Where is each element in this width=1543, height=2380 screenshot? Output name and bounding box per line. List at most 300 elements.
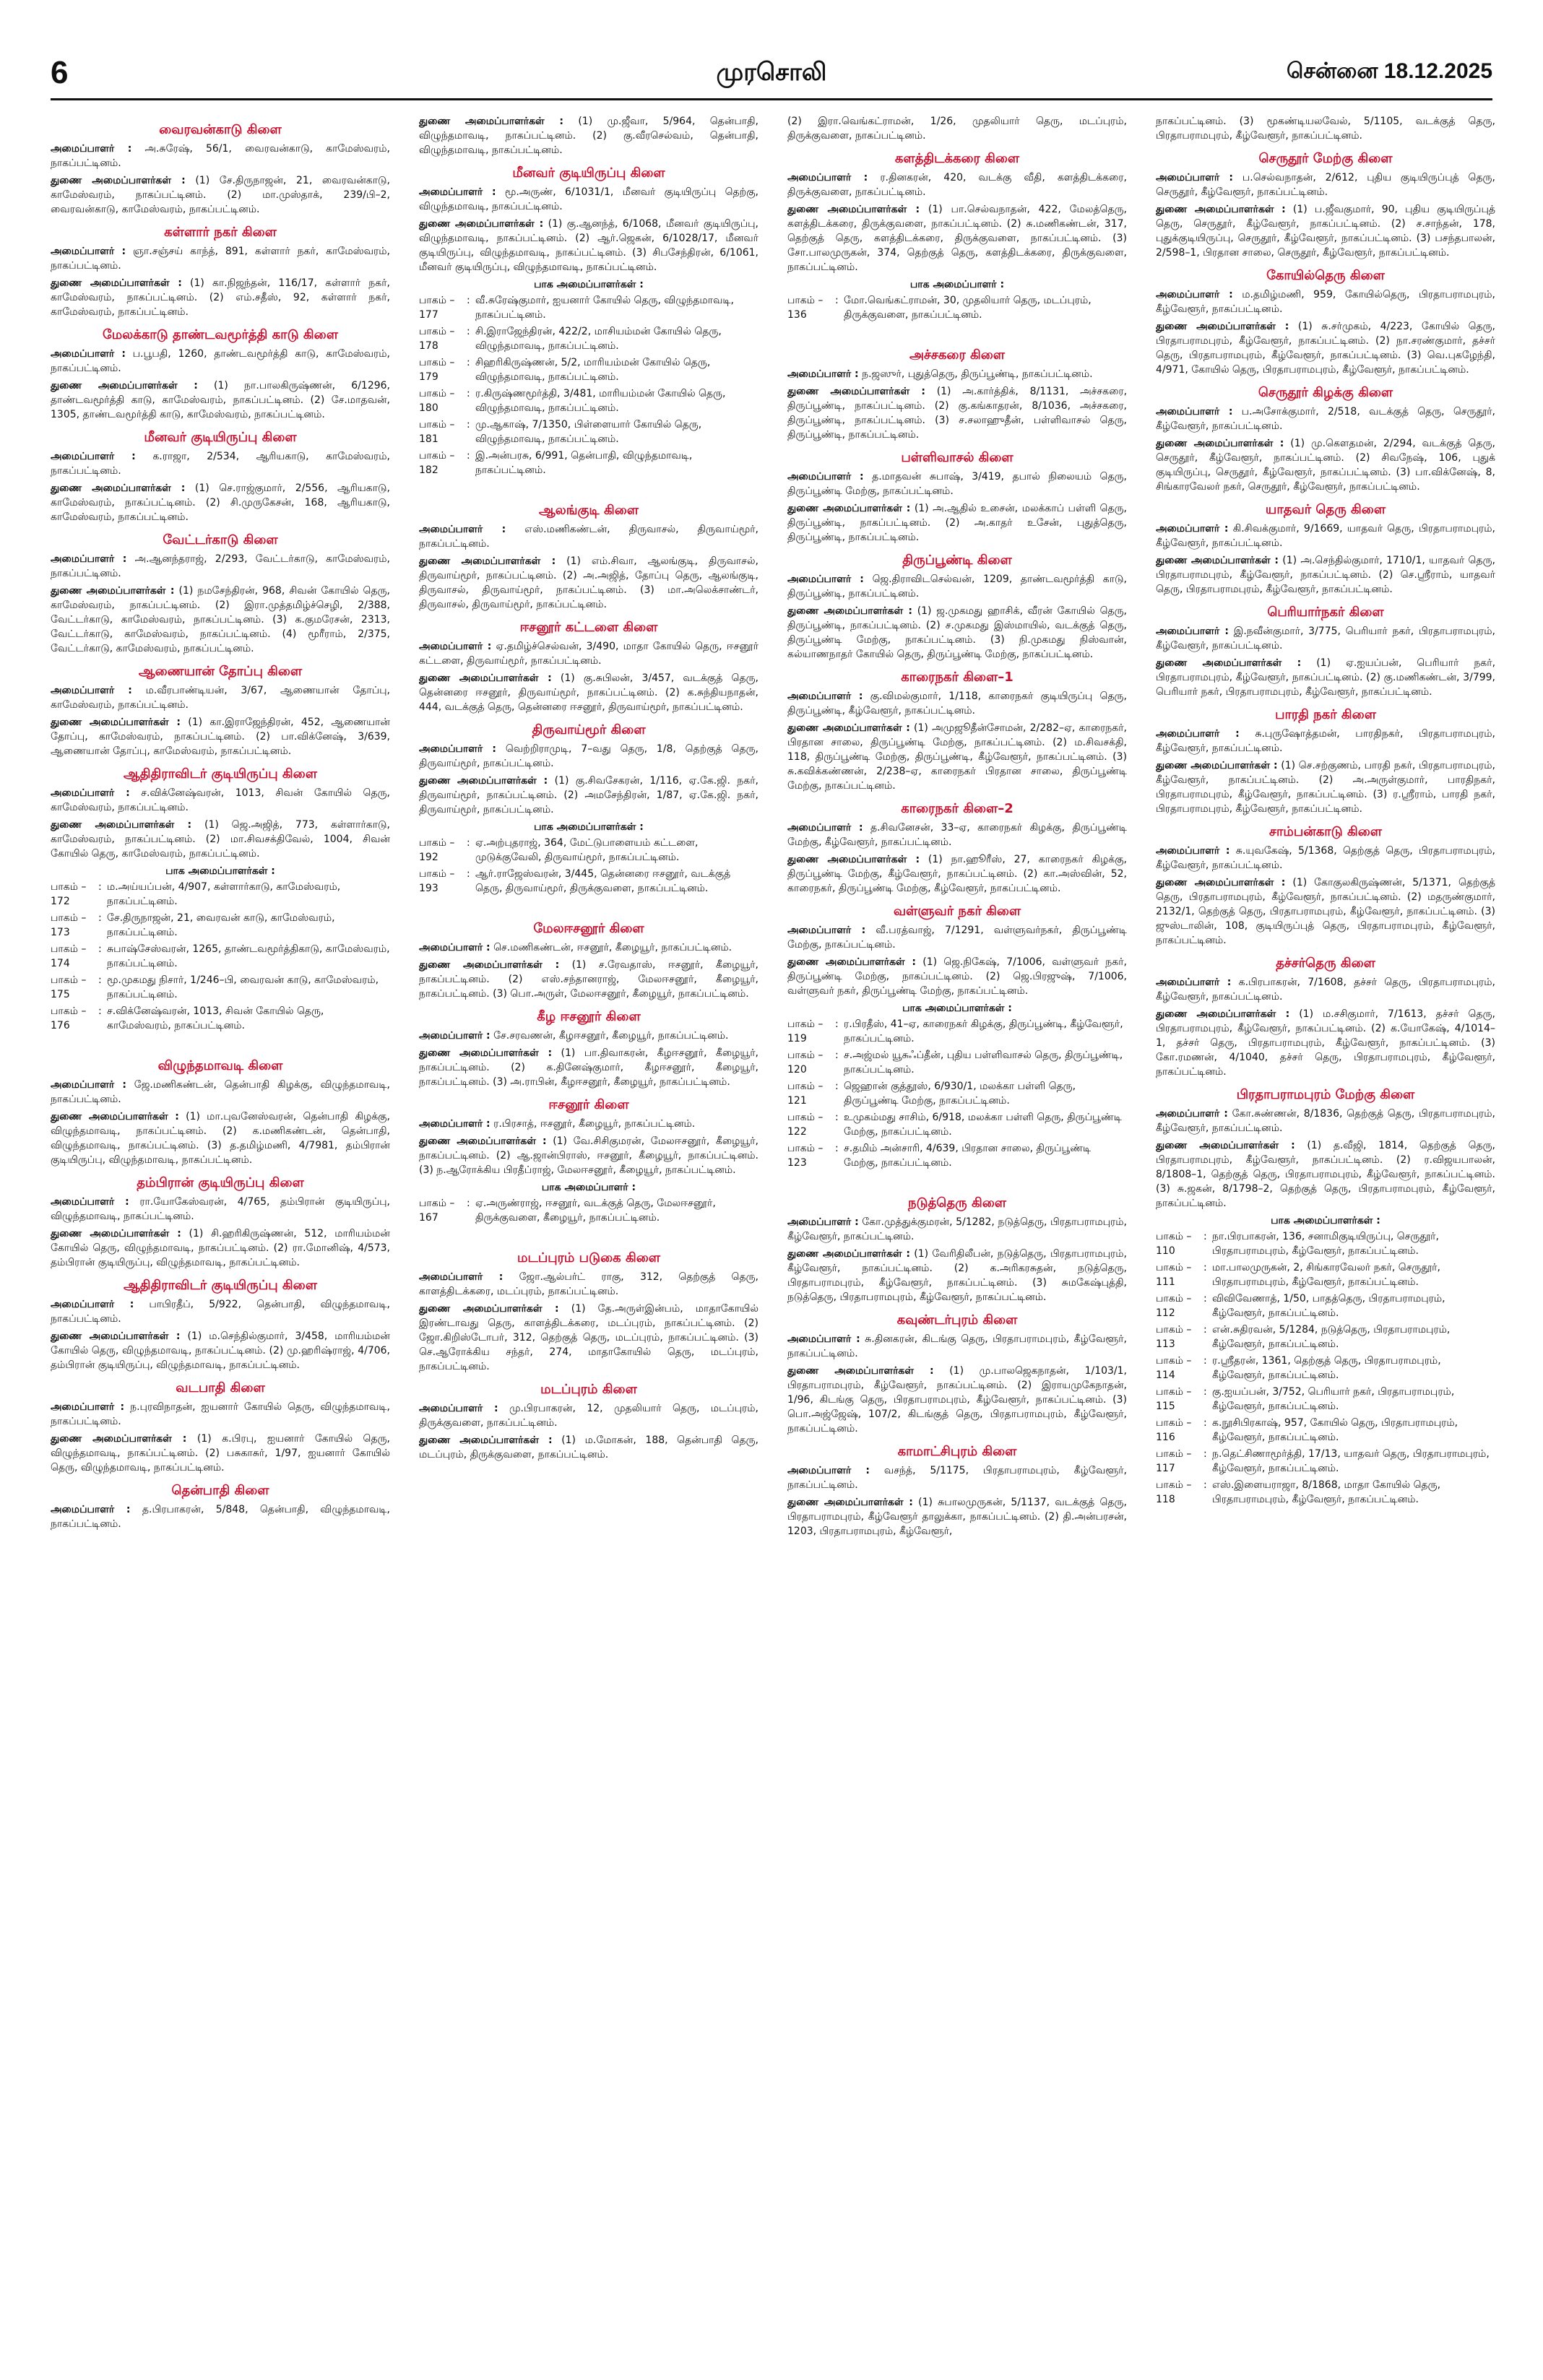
ward-officer: சே.திருநாஜன், 21, வைரவன் காடு, காமேஸ்வரம், நாகப்பட்டினம். bbox=[107, 912, 335, 938]
ward-entry bbox=[1156, 1447, 1495, 1476]
officer-entry bbox=[419, 639, 758, 668]
officer-details: மு.பிரபாகரன், 12, முதலியார் தெரு, மடப்புரம், திருக்குவளை, நாகப்பட்டினம். bbox=[419, 1403, 758, 1429]
ward-separator: : bbox=[98, 974, 102, 986]
officer-details: சே.சரவணன், கீழஈசனூர், கீழையூர், நாகப்பட்டினம். bbox=[493, 1030, 729, 1042]
ward-separator: : bbox=[835, 295, 839, 306]
branch-section bbox=[51, 326, 390, 422]
officer-entry bbox=[51, 1502, 390, 1531]
officer-entry bbox=[1156, 114, 1495, 143]
role-label: அமைப்பாளர் : bbox=[419, 186, 496, 198]
officer-entry bbox=[419, 1270, 758, 1299]
officer-entry bbox=[51, 1195, 390, 1224]
ward-number: பாகம் – 173 bbox=[51, 912, 87, 938]
branch-heading: காரைநகர் கிளை–2 bbox=[901, 801, 1013, 816]
branch-heading: மீனவர் குடியிருப்பு கிளை bbox=[512, 165, 665, 181]
section-spacer bbox=[787, 326, 1127, 339]
branch-heading: பாரதி நகர் கிளை bbox=[1275, 707, 1376, 722]
officer-entry bbox=[51, 1432, 390, 1475]
role-label: அமைப்பாளர் : bbox=[787, 368, 859, 380]
ward-separator: : bbox=[467, 388, 470, 399]
ward-separator: : bbox=[1203, 1479, 1207, 1491]
branch-heading: பிரதாபராமபுரம் மேற்கு கிளை bbox=[1236, 1087, 1415, 1102]
officer-details: (1) நா.பாலகிருஷ்ணன், 6/1296, தாண்டவமூர்த்தி காடு, காமேஸ்வரம், நாகப்பட்டினம். (2) சே.மாதவன், 1305, தாண்டவமூர்த்தி காடு, காமேஸ்வரம், நாகப்பட்டினம். bbox=[51, 380, 390, 420]
branch-section bbox=[1156, 501, 1495, 597]
officer-details: ப.பூபதி, 1260, தாண்டவமூர்த்தி காடு, காமேஸ்வரம், நாகப்பட்டினம். bbox=[51, 348, 390, 374]
officer-details: கி.சிவக்குமார், 9/1669, யாதவர் தெரு, பிரதாபராமபுரம், கீழ்வேளூர், நாகப்பட்டினம். bbox=[1156, 523, 1495, 549]
officer-entry bbox=[419, 1302, 758, 1374]
branch-section bbox=[787, 800, 1127, 896]
role-label: அமைப்பாளர் : bbox=[51, 1299, 134, 1310]
officer-details: (1) கா.நிஜந்தன், 116/17, கள்ளார் நகர், காமேஸ்வரம், நாகப்பட்டினம். (2) எம்.சதீஸ், 92, கள்ளார் நகர், காமேஸ்வரம், நாகப்பட்டினம். bbox=[51, 277, 390, 318]
branch-section bbox=[419, 722, 758, 896]
role-label: அமைப்பாளர் : bbox=[1156, 523, 1229, 535]
officer-entry bbox=[419, 1046, 758, 1089]
branch-section bbox=[1156, 267, 1495, 377]
role-label: துணை அமைப்பாளர்கள் : bbox=[419, 672, 552, 684]
officer-entry bbox=[51, 552, 390, 581]
branch-section bbox=[787, 150, 1127, 322]
officer-entry bbox=[787, 821, 1127, 849]
ward-entry bbox=[1156, 1354, 1495, 1382]
officer-entry bbox=[419, 671, 758, 714]
role-label: துணை அமைப்பாளர்கள் : bbox=[787, 204, 920, 215]
officer-details: ப.செல்வநாதன், 2/612, புதிய குடியிருப்புத் தெரு, செருதூர், கீழ்வேளூர், நாகப்பட்டினம். bbox=[1156, 172, 1495, 198]
role-label: அமைப்பாளர் : bbox=[51, 1401, 125, 1413]
officer-details: கோ.சுண்ணன், 8/1836, தெற்குத் தெரு, பிரதாபராமபுரம், கீழ்வேளூர், நாகப்பட்டினம். bbox=[1156, 1108, 1495, 1134]
ward-number: பாகம் – 121 bbox=[787, 1081, 824, 1107]
officer-entry bbox=[419, 1401, 758, 1430]
officer-entry bbox=[787, 469, 1127, 498]
ward-officer: சுபாஷ்சேஸ்வரன், 1265, தாண்டவமூர்த்திகாடு, காமேஸ்வரம், நாகப்பட்டினம். bbox=[107, 943, 390, 969]
role-label: துணை அமைப்பாளர்கள் : bbox=[419, 116, 564, 127]
officer-entry bbox=[419, 774, 758, 817]
officer-details: (1) மா.புவனேஸ்வரன், தென்பாதி கிழக்கு, விழுந்தமாவடி, நாகப்பட்டினம். (2) க.மணிகண்டன், தென்பாதி, விழுந்தமாவடி, நாகப்பட்டினம். (3) த.தமிழ்மணி, 4/7981, தம்பிரான் குடியிருப்பு, விழுந்தமாவடி, நாகப்பட்டினம். bbox=[51, 1111, 390, 1166]
branch-section bbox=[419, 619, 758, 714]
ward-subheading: பாக அமைப்பாளர்கள் : bbox=[1271, 1215, 1380, 1226]
officer-entry bbox=[787, 923, 1127, 952]
ward-entry bbox=[51, 973, 390, 1002]
ward-separator: : bbox=[835, 1018, 839, 1030]
officer-details: ம.வீரபாண்டியன், 3/67, ஆணையான் தோப்பு, காமேஸ்வரம், நாகப்பட்டினம். bbox=[51, 685, 390, 711]
ward-separator: : bbox=[1203, 1262, 1207, 1273]
ward-officer: விவிவேணாத், 1/50, பாதத்தெரு, பிரதாபராமபுரம், கீழ்வேளூர், நாகப்பட்டினம். bbox=[1212, 1293, 1445, 1319]
branch-section bbox=[419, 900, 758, 1001]
ward-entry bbox=[51, 880, 390, 909]
branch-section bbox=[419, 1008, 758, 1089]
officer-details: க.ராஜா, 2/534, ஆரியகாடு, காமேஸ்வரம், நாகப்பட்டினம். bbox=[51, 451, 390, 477]
officer-details: க.பிரபாகரன், 7/1608, தச்சர் தெரு, பிரதாபராமபுரம், கீழ்வேளூர், நாகப்பட்டினம். bbox=[1156, 977, 1495, 1003]
branch-section bbox=[787, 1443, 1127, 1539]
role-label: துணை அமைப்பாளர்கள் : bbox=[1156, 555, 1279, 566]
officer-entry bbox=[787, 572, 1127, 601]
ward-number: பாகம் – 176 bbox=[51, 1005, 87, 1031]
role-label: துணை அமைப்பாளர்கள் : bbox=[1156, 321, 1289, 332]
officer-details: வெற்றிராமுடி, 7–வது தெரு, 1/8, தெற்குத் தெரு, திருவாய்மூர், நாகப்பட்டினம். bbox=[419, 743, 758, 769]
branch-section bbox=[51, 1277, 390, 1372]
officer-details: வீ.பரத்வாஜ், 7/1291, வள்ளுவர்நகர், திருப்பூண்டி மேற்கு, நாகப்பட்டினம். bbox=[787, 925, 1127, 951]
officer-entry bbox=[419, 522, 758, 551]
role-label: துணை அமைப்பாளர்கள் : bbox=[787, 1497, 913, 1508]
branch-heading: பெரியார்நகர் கிளை bbox=[1267, 605, 1384, 620]
role-label: துணை அமைப்பாளர்கள் : bbox=[787, 386, 925, 397]
role-label: துணை அமைப்பாளர்கள் : bbox=[1156, 657, 1302, 669]
ward-entry bbox=[419, 449, 758, 477]
officer-entry bbox=[51, 1297, 390, 1326]
officer-details: கு.விமல்குமார், 1/118, காரைநகர் குடியிருப்பு தெரு, திருப்பூண்டி, கீழ்வேளூர், நாகப்பட்டினம். bbox=[787, 691, 1127, 717]
ward-separator: : bbox=[467, 1198, 470, 1209]
branch-heading: விழுந்தமாவடி கிளை bbox=[157, 1058, 283, 1073]
role-label: அமைப்பாளர் : bbox=[51, 1196, 129, 1208]
officer-details: அ.ஆனந்தராஜ், 2/293, வேட்டர்காடு, காமேஸ்வரம், நாகப்பட்டினம். bbox=[51, 553, 390, 579]
officer-details: ரா.யோகேஸ்வரன், 4/765, தம்பிரான் குடியிருப்பு, விழுந்தமாவடி, நாகப்பட்டினம். bbox=[51, 1196, 390, 1222]
role-label: அமைப்பாளர் : bbox=[51, 553, 127, 565]
ward-number: பாகம் – 175 bbox=[51, 974, 87, 1000]
officer-details: சு.புருஷோத்தமன், பாரதிநகர், பிரதாபராமபுரம், கீழ்வேளூர், நாகப்பட்டினம். bbox=[1156, 728, 1495, 754]
officer-entry bbox=[1156, 553, 1495, 597]
branch-section bbox=[51, 1482, 390, 1531]
officer-details: (1) பா.செல்வநாதன், 422, மேலத்தெரு, களத்திடக்கரை, திருக்குவளை, நாகப்பட்டினம். (2) சு.மணிகண்டன், 317, தெற்குத் தெரு, களத்திடக்கரை, திருக்குவளை, நாகப்பட்டினம். (3) சோ.பாலமுருகன், 374, தெற்குத் தெரு, களத்திடக்கரை, திருக்குவளை, நாகப்பட்டினம். bbox=[787, 204, 1127, 273]
officer-details: ம.தமிழ்மணி, 959, கோயில்தெரு, பிரதாபராமபுரம், கீழ்வேளூர், நாகப்பட்டினம். bbox=[1156, 289, 1495, 315]
columns bbox=[51, 114, 1495, 2360]
officer-entry bbox=[51, 142, 390, 170]
role-label: துணை அமைப்பாளர்கள் : bbox=[419, 1135, 547, 1147]
ward-separator: : bbox=[1203, 1417, 1207, 1429]
branch-section bbox=[1156, 150, 1495, 260]
role-label: துணை அமைப்பாளர்கள் : bbox=[1156, 1008, 1290, 1020]
officer-details: ஜே.மணிகண்டன், தென்பாதி கிழக்கு, விழுந்தமாவடி, நாகப்பட்டினம். bbox=[51, 1079, 390, 1105]
ward-separator: : bbox=[835, 1143, 839, 1154]
ward-entry bbox=[1156, 1478, 1495, 1507]
role-label: அமைப்பாளர் : bbox=[51, 246, 126, 257]
branch-section bbox=[419, 1229, 758, 1374]
officer-entry bbox=[1156, 875, 1495, 948]
officer-entry bbox=[787, 114, 1127, 143]
role-label: துணை அமைப்பாளர்கள் : bbox=[419, 1435, 553, 1446]
officer-details: (1) தே.அருள்இன்பம், மாதாகோயில் இரண்டாவது தெரு, காளத்திடக்கரை, மடப்புரம், நாகப்பட்டினம். (2) ஜோ.கிறிஸ்டோபர், 312, தெற்குத் தெரு, மடப்புரம், நாகப்பட்டினம். (3) செ.ஆரோக்கிய சந்தர், 274, மாதாகோயில் தெரு, மடப்புரம், நாகப்பட்டினம். bbox=[419, 1303, 758, 1372]
role-label: துணை அமைப்பாளர்கள் : bbox=[1156, 204, 1286, 215]
role-label: துணை அமைப்பாளர்கள் : bbox=[51, 1330, 181, 1342]
officer-details: (1) க.பிரபு, ஐயனார் கோயில் தெரு, விழுந்தமாவடி, நாகப்பட்டினம். (2) பசுகாசுர், 1/97, ஐயனார் கோயில் தெரு, விழுந்தமாவடி, நாகப்பட்டினம். bbox=[51, 1433, 390, 1474]
role-label: அமைப்பாளர் : bbox=[419, 743, 497, 755]
branch-section bbox=[1156, 706, 1495, 816]
officer-details: ந.ஜஸுர், புதுத்தெரு, திருப்பூண்டி, நாகப்பட்டினம். bbox=[862, 368, 1093, 380]
officer-details: (1) நமசேந்திரன், 968, சிவன் கோயில் தெரு, காமேஸ்வரம், நாகப்பட்டினம். (2) இரா.முத்தமிழ்ச்செழி, 2/388, வேட்டர்காடு, காமேஸ்வரம், நாகப்பட்டினம். (3) க.குமரேசன், 2313, வேட்டர்காடு, காமேஸ்வரம், நாகப்பட்டினம். (4) மூரீராம், 2/375, வேட்டர்காடு, காமேஸ்வரம், நாகப்பட்டினம். bbox=[51, 585, 390, 654]
ward-officer: ச.விக்னேஷ்வரன், 1013, சிவன் கோயில் தெரு, காமேஸ்வரம், நாகப்பட்டினம். bbox=[107, 1005, 324, 1031]
ward-separator: : bbox=[1203, 1293, 1207, 1304]
section-spacer bbox=[419, 900, 758, 913]
ward-entry bbox=[1156, 1385, 1495, 1414]
ward-number: பாகம் – 177 bbox=[419, 295, 455, 321]
officer-entry bbox=[1156, 844, 1495, 873]
branch-heading: சாம்பன்காடு கிளை bbox=[1269, 824, 1382, 839]
officer-entry bbox=[51, 1226, 390, 1270]
officer-entry bbox=[51, 347, 390, 376]
branch-section bbox=[51, 1174, 390, 1270]
officer-details: சு.தினகரன், கிடங்கு தெரு, பிரதாபராமபுரம், கீழ்வேளூர், நாகப்பட்டினம். bbox=[787, 1333, 1127, 1359]
ward-entry bbox=[51, 1004, 390, 1033]
ward-number: பாகம் – 136 bbox=[787, 295, 824, 321]
branch-section bbox=[787, 1174, 1127, 1304]
branch-heading: தென்பாதி கிளை bbox=[171, 1483, 269, 1498]
branch-heading: திருவாய்மூர் கிளை bbox=[532, 722, 646, 737]
officer-entry bbox=[51, 244, 390, 273]
officer-entry bbox=[1156, 436, 1495, 494]
role-label: அமைப்பாளர் : bbox=[787, 822, 863, 834]
branch-heading: நடுத்தெரு கிளை bbox=[907, 1195, 1007, 1211]
ward-officer: உமுகம்மது சாசிம், 6/918, மலக்கா பள்ளி தெரு, திருப்பூண்டி மேற்கு, நாகப்பட்டினம். bbox=[844, 1112, 1122, 1138]
role-label: அமைப்பாளர் : bbox=[1156, 845, 1230, 857]
section-spacer bbox=[419, 482, 758, 495]
officer-entry bbox=[787, 721, 1127, 793]
officer-entry bbox=[1156, 202, 1495, 260]
officer-entry bbox=[1156, 656, 1495, 699]
officer-entry bbox=[51, 683, 390, 712]
branch-section bbox=[419, 1096, 758, 1225]
officer-entry bbox=[787, 955, 1127, 998]
ward-officer: ர.ஸ்ரீதரன், 1361, தெற்குத் தெரு, பிரதாபராமபுரம், கீழ்வேளூர், நாகப்பட்டினம். bbox=[1212, 1355, 1441, 1381]
role-label: அமைப்பாளர் : bbox=[51, 348, 126, 360]
ward-number: பாகம் – 182 bbox=[419, 450, 455, 476]
ward-officer: ஆர்.ராஜேஸ்வரன், 3/445, தென்னரை ஈசனூர், வடக்குத் தெரு, திருவாய்மூர், திருக்குவளை, நாகப்பட்டினம். bbox=[475, 868, 731, 894]
ward-officer: க.நூசிபிரகாஷ், 957, கோயில் தெரு, பிரதாபராமபுரம், கீழ்வேளூர், நாகப்பட்டினம். bbox=[1212, 1417, 1458, 1443]
officer-entry bbox=[1156, 727, 1495, 756]
role-label: அமைப்பாளர் : bbox=[419, 1271, 503, 1283]
role-label: அமைப்பாளர் : bbox=[1156, 289, 1233, 300]
ward-separator: : bbox=[467, 450, 470, 462]
role-label: அமைப்பாளர் : bbox=[787, 1465, 870, 1476]
role-label: அமைப்பாளர் : bbox=[787, 574, 864, 585]
officer-details: பாபிரதீப், 5/922, தென்பாதி, விழுந்தமாவடி, நாகப்பட்டினம். bbox=[51, 1299, 390, 1325]
officer-details: (1) சுபாலமுருகன், 5/1137, வடக்குத் தெரு, பிரதாபராமபுரம், கீழ்வேளூர் தாலுக்கா, நாகப்பட்டினம். (2) தி.அன்பரசன், 1203, பிரதாபராமபுரம், கீழ்வேளூர், bbox=[787, 1497, 1127, 1537]
ward-number: பாகம் – 114 bbox=[1156, 1355, 1192, 1381]
role-label: துணை அமைப்பாளர்கள் : bbox=[51, 483, 186, 494]
role-label: அமைப்பாளர் : bbox=[419, 641, 492, 652]
ward-entry bbox=[1156, 1229, 1495, 1258]
section-spacer bbox=[419, 1229, 758, 1242]
branch-heading: யாதவர் தெரு கிளை bbox=[1265, 502, 1386, 517]
ward-number: பாகம் – 118 bbox=[1156, 1479, 1192, 1505]
role-label: துணை அமைப்பாளர்கள் : bbox=[419, 218, 544, 230]
role-label: அமைப்பாளர் : bbox=[51, 451, 136, 462]
officer-entry bbox=[1156, 1007, 1495, 1079]
branch-heading: கீழ ஈசனூர் கிளை bbox=[537, 1009, 641, 1024]
ward-number: பாகம் – 193 bbox=[419, 868, 455, 894]
role-label: துணை அமைப்பாளர்கள் : bbox=[419, 1047, 553, 1059]
branch-heading: வள்ளுவர் நகர் கிளை bbox=[893, 904, 1021, 919]
ward-officer: ர.கிருஷ்ணமூர்த்தி, 3/481, மாரியம்மன் கோயில் தெரு, விழுந்தமாவடி, நாகப்பட்டினம். bbox=[475, 388, 726, 414]
role-label: அமைப்பாளர் : bbox=[1156, 406, 1233, 417]
officer-entry bbox=[419, 114, 758, 157]
role-label: அமைப்பாளர் : bbox=[419, 942, 490, 953]
ward-entry bbox=[51, 911, 390, 940]
officer-details: (1) ஜெ.அஜித், 773, கள்ளார்காடு, காமேஸ்வரம், நாகப்பட்டினம். (2) மா.சிவசக்திவேல், 1004, சிவன் கோயில் தெரு, காமேஸ்வரம், நாகப்பட்டினம். bbox=[51, 819, 390, 860]
officer-entry bbox=[51, 1400, 390, 1429]
role-label: துணை அமைப்பாளர்கள் : bbox=[51, 1228, 181, 1239]
column-3 bbox=[787, 114, 1127, 2360]
branch-section bbox=[787, 449, 1127, 545]
ward-entry bbox=[1156, 1323, 1495, 1351]
officer-details: எஸ்.மணிகண்டன், திருவாசல், திருவாய்மூர், நாகப்பட்டினம். bbox=[419, 524, 758, 550]
role-label: அமைப்பாளர் : bbox=[51, 787, 130, 799]
officer-details: மூ.அருண், 6/1031/1, மீனவர் குடியிருப்பு தெற்கு, விழுந்தமாவடி, நாகப்பட்டினம். bbox=[419, 186, 758, 212]
ward-entry bbox=[787, 1048, 1127, 1077]
officer-details: ஜோ.ஆல்பர்ட் ராகு, 312, தெற்குத் தெரு, காளத்திடக்கரை, மடப்புரம், நாகப்பட்டினம். bbox=[419, 1271, 758, 1297]
ward-officer: ச.தமிம் அன்சாரி, 4/639, பிரதான சாலை, திருப்பூண்டி மேற்கு, நாகப்பட்டினம். bbox=[844, 1143, 1092, 1169]
masthead bbox=[51, 55, 1492, 100]
officer-entry bbox=[787, 170, 1127, 199]
officer-entry bbox=[787, 604, 1127, 662]
officer-entry bbox=[1156, 287, 1495, 316]
role-label: துணை அமைப்பாளர்கள் : bbox=[787, 605, 912, 617]
column-2 bbox=[419, 114, 758, 2360]
officer-details: (1) அ.கார்த்திக், 8/1131, அச்சகரை, திருப்பூண்டி, நாகப்பட்டினம். (2) கு.கங்காதரன், 8/1036, அச்சகரை, திருப்பூண்டி, நாகப்பட்டினம். (3) ச.சலாஹுதீன், பள்ளிவாசல் தெரு, திருப்பூண்டி, நாகப்பட்டினம். bbox=[787, 386, 1127, 441]
ward-separator: : bbox=[467, 357, 470, 368]
officer-entry bbox=[51, 786, 390, 815]
ward-entry bbox=[787, 1079, 1127, 1108]
ward-separator: : bbox=[835, 1050, 839, 1061]
role-label: துணை அமைப்பாளர்கள் : bbox=[787, 1248, 910, 1260]
branch-section bbox=[1156, 114, 1495, 143]
branch-section bbox=[787, 669, 1127, 793]
branch-heading: ஆலங்குடி கிளை bbox=[539, 503, 639, 518]
ward-officer: ந.தெட்சிணாமூர்த்தி, 17/13, யாதவர் தெரு, பிரதாபராமபுரம், கீழ்வேளூர், நாகப்பட்டினம். bbox=[1212, 1448, 1490, 1474]
branch-heading: மடப்புரம் படுகை கிளை bbox=[517, 1250, 660, 1265]
branch-heading: வடபாதி கிளை bbox=[176, 1380, 265, 1395]
role-label: துணை அமைப்பாளர்கள் : bbox=[787, 956, 916, 968]
ward-subheading: பாக அமைப்பாளர் : bbox=[541, 1182, 636, 1193]
ward-subheading: பாக அமைப்பாளர் : bbox=[909, 279, 1005, 290]
officer-entry bbox=[1156, 1107, 1495, 1135]
ward-officer: மா.பாலமுருகன், 2, சிங்காரவேலர் நகர், செருதூர், பிரதாபராமபுரம், கீழ்வேளூர், நாகப்பட்டினம். bbox=[1212, 1262, 1440, 1288]
role-label: அமைப்பாளர் : bbox=[51, 1079, 126, 1091]
ward-officer: வீ.சுரேஷ்குமார், ஐயனார் கோயில் தெரு, விழுந்தமாவடி, நாகப்பட்டினம். bbox=[475, 295, 734, 321]
officer-details: (1) ஏ.ஐயப்பன், பெரியார் நகர், பிரதாபராமபுரம், கீழ்வேளூர், நாகப்பட்டினம். (2) கு.மணிகண்டன், 3/799, பெரியார் நகர், பிரதாபராமபுரம், கீழ்வேளூர், நாகப்பட்டினம். bbox=[1156, 657, 1495, 698]
officer-details: அ.சுரேஷ், 56/1, வைரவன்காடு, காமேஸ்வரம், நாகப்பட்டினம். bbox=[51, 143, 390, 169]
ward-number: பாகம் – 110 bbox=[1156, 1231, 1192, 1257]
branch-section bbox=[419, 114, 758, 157]
officer-details: (1) கு.ஆனந்த், 6/1068, மீனவர் குடியிருப்பு, விழுந்தமாவடி, நாகப்பட்டினம். (2) ஆர்.ஜெகன், 6/1028/17, மீனவர் குடியிருப்பு, விழுந்தமாவடி, நாகப்பட்டினம். (3) சிபசேந்திரன், 6/1061, மீனவர் குடியிருப்பு, விழுந்தமாவடி, நாகப்பட்டினம். bbox=[419, 218, 758, 273]
officer-details: (1) சி.ஹரிகிருஷ்ணன், 512, மாரியம்மன் கோயில் தெரு, விழுந்தமாவடி, நாகப்பட்டினம். (2) ரா.மோனிஷ், 4/573, தம்பிரான் குடியிருப்பு, விழுந்தமாவடி, நாகப்பட்டினம். bbox=[51, 1228, 390, 1268]
role-label: துணை அமைப்பாளர்கள் : bbox=[787, 503, 911, 514]
officer-details: (1) கு.சுபிலன், 3/457, வடக்குத் தெரு, தென்னரை ஈசனூர், திருவாய்மூர், நாகப்பட்டினம். (2) க.சுந்தியநாதன், 444, வடக்குத் தெரு, தென்னரை ஈசனூர், திருவாய்மூர், நாகப்பட்டினம். bbox=[419, 672, 758, 713]
officer-details: ப.அசோக்குமார், 2/518, வடக்குத் தெரு, செருதூர், கீழ்வேளூர், நாகப்பட்டினம். bbox=[1156, 406, 1495, 432]
officer-entry bbox=[51, 173, 390, 217]
officer-details: ஜெ.திராவிடசெல்வன், 1209, தாண்டவமூர்த்தி காடு, திருப்பூண்டி, நாகப்பட்டினம். bbox=[787, 574, 1127, 600]
role-label: துணை அமைப்பாளர்கள் : bbox=[51, 1111, 179, 1122]
branch-section bbox=[787, 114, 1127, 143]
branch-heading: மேலஈசனூர் கிளை bbox=[533, 921, 644, 936]
officer-entry bbox=[419, 217, 758, 274]
role-label: அமைப்பாளர் : bbox=[419, 1118, 490, 1130]
branch-section bbox=[51, 224, 390, 319]
role-label: அமைப்பாளர் : bbox=[51, 143, 132, 155]
officer-entry bbox=[51, 1109, 390, 1167]
ward-number: பாகம் – 122 bbox=[787, 1112, 824, 1138]
officer-details: (1) நா.ஹூரீஸ், 27, காரைநகர் கிழக்கு, திருப்பூண்டி மேற்கு, கீழ்வேளூர், நாகப்பட்டினம். (2) கா.அஸ்வின், 52, காரைநகர், திருப்பூண்டி மேற்கு, கீழ்வேளூர், நாகப்பட்டினம். bbox=[787, 854, 1127, 894]
officer-entry bbox=[1156, 170, 1495, 199]
officer-entry bbox=[787, 1495, 1127, 1539]
officer-entry bbox=[1156, 522, 1495, 550]
ward-separator: : bbox=[467, 419, 470, 430]
officer-entry bbox=[51, 276, 390, 319]
ward-number: பாகம் – 115 bbox=[1156, 1386, 1192, 1412]
officer-entry bbox=[1156, 624, 1495, 653]
officer-entry bbox=[419, 1117, 758, 1131]
section-spacer bbox=[787, 1174, 1127, 1187]
role-label: துணை அமைப்பாளர்கள் : bbox=[419, 775, 548, 787]
branch-section bbox=[419, 482, 758, 612]
branch-heading: தம்பிரான் குடியிருப்பு கிளை bbox=[137, 1175, 304, 1190]
role-label: அமைப்பாளர் : bbox=[1156, 626, 1229, 637]
role-label: துணை அமைப்பாளர்கள் : bbox=[1156, 877, 1286, 888]
officer-entry bbox=[1156, 975, 1495, 1004]
officer-details: (1) சே.திருநாஜன், 21, வைரவன்காடு, காமேஸ்வரம், நாகப்பட்டினம். (2) மா.முஸ்தாக், 239/பி–2, வைரவன்காடு, காமேஸ்வரம், நாகப்பட்டினம். bbox=[51, 175, 390, 215]
officer-entry bbox=[419, 958, 758, 1001]
officer-entry bbox=[787, 852, 1127, 896]
ward-officer: ர.பிரதீஸ், 41–ஏ, காரைநகர் கிழக்கு, திருப்பூண்டி, கீழ்வேளூர், நாகப்பட்டினம். bbox=[844, 1018, 1123, 1044]
officer-details: ர.பிரசாத், ஈசனூர், கீழையூர், நாகப்பட்டினம். bbox=[493, 1118, 696, 1130]
branch-heading: களத்திடக்கரை கிளை bbox=[894, 151, 1020, 166]
officer-entry bbox=[787, 501, 1127, 545]
ward-officer: மு.ஆகாஷ், 7/1350, பிள்ளையார் கோயில் தெரு, விழுந்தமாவடி, நாகப்பட்டினம். bbox=[475, 419, 702, 445]
branch-section bbox=[787, 326, 1127, 442]
ward-separator: : bbox=[835, 1081, 839, 1092]
branch-heading: மேலக்காடு தாண்டவமூர்த்தி காடு கிளை bbox=[103, 327, 338, 342]
ward-officer: எஸ்.இளையராஜா, 8/1868, மாதா கோயில் தெரு, பிரதாபராமபுரம், கீழ்வேளூர், நாகப்பட்டினம். bbox=[1212, 1479, 1441, 1505]
officer-details: (1) ம.செந்தில்குமார், 3/458, மாரியம்மன் கோயில் தெரு, விழுந்தமாவடி, நாகப்பட்டினம். (2) மு.ஹரிஷ்ராஜ், 4/706, தம்பிரான் குடியிருப்பு, விழுந்தமாவடி, நாகப்பட்டினம். bbox=[51, 1330, 390, 1371]
ward-entry bbox=[419, 355, 758, 384]
ward-entry bbox=[419, 417, 758, 446]
branch-heading: செருதூர் மேற்கு கிளை bbox=[1258, 151, 1393, 166]
officer-details: வசந்த், 5/1175, பிரதாபராமபுரம், கீழ்வேளூர், நாகப்பட்டினம். bbox=[787, 1465, 1127, 1491]
branch-heading: ஈசனூர் கிளை bbox=[548, 1097, 629, 1112]
branch-section bbox=[51, 121, 390, 217]
branch-heading: பள்ளிவாசல் கிளை bbox=[901, 450, 1013, 465]
ward-entry bbox=[419, 324, 758, 353]
ward-separator: : bbox=[98, 943, 102, 955]
role-label: துணை அமைப்பாளர்கள் : bbox=[51, 1433, 187, 1445]
role-label: அமைப்பாளர் : bbox=[1156, 977, 1232, 988]
role-label: துணை அமைப்பாளர்கள் : bbox=[787, 722, 910, 734]
ward-subheading: பாக அமைப்பாளர்கள் : bbox=[165, 865, 275, 877]
ward-officer: ச.அஜ்மல் யூசுஃப்தீன், புதிய பள்ளிவாசல் தெரு, திருப்பூண்டி, நாகப்பட்டினம். bbox=[844, 1050, 1123, 1076]
officer-details: (1) ச.ரேவதாஸ், ஈசனூர், கீழையூர், நாகப்பட்டினம். (2) எஸ்.சந்தானராஜ், மேலஈசனூர், கீழையூர், நாகப்பட்டினம். (3) பொ.அருள், மேலஈசனூர், கீழையூர், நாகப்பட்டினம். bbox=[419, 959, 758, 1000]
ward-separator: : bbox=[835, 1112, 839, 1123]
ward-separator: : bbox=[1203, 1324, 1207, 1336]
ward-entry bbox=[419, 1196, 758, 1225]
officer-details: கோ.முத்துக்குமரன், 5/1282, நடுத்தெரு, பிரதாபராமபுரம், கீழ்வேளூர், நாகப்பட்டினம். bbox=[787, 1216, 1127, 1242]
officer-details: (1) கா.இராஜேந்திரன், 452, ஆணையான் தோப்பு, காமேஸ்வரம், நாகப்பட்டினம். (2) பா.விக்னேஷ், 3/639, ஆணையான் தோப்பு, காமேஸ்வரம், நாகப்பட்டினம். bbox=[51, 717, 390, 757]
officer-entry bbox=[51, 818, 390, 861]
ward-entry bbox=[419, 293, 758, 322]
branch-heading: கள்ளார் நகர் கிளை bbox=[164, 225, 277, 240]
branch-heading: தச்சர்தெரு கிளை bbox=[1276, 956, 1375, 971]
officer-details: (1) செ.சற்குணம், பாரதி நகர், பிரதாபராமபுரம், கீழ்வேளூர், நாகப்பட்டினம். (2) அ.அருள்குமார், பாரதிநகர், பிரதாபராமபுரம், கீழ்வேளூர், நாகப்பட்டினம். (3) ர.ஸ்ரீராம், பாரதி நகர், பிரதாபராமபுரம், கீழ்வேளூர், நாகப்பட்டினம். bbox=[1156, 760, 1495, 815]
branch-section bbox=[419, 165, 758, 477]
role-label: துணை அமைப்பாளர்கள் : bbox=[1156, 438, 1284, 449]
ward-entry bbox=[787, 1110, 1127, 1139]
officer-details: (1) எம்.சிவா, ஆலங்குடி, திருவாசல், திருவாய்மூர், நாகப்பட்டினம். (2) அ.அஜித், தோப்பு தெரு, ஆலங்குடி, திருவாசல், திருவாய்மூர், நாகப்பட்டினம். (3) மா.அலெக்சாண்டர், திருவாசல், திருவாய்மூர், நாகப்பட்டினம். bbox=[419, 555, 758, 610]
ward-entry bbox=[1156, 1416, 1495, 1445]
officer-details: (1) பா.திவாகரன், கீழஈசனூர், கீழையூர், நாகப்பட்டினம். (2) க.தினேஷ்குமார், கீழஈசனூர், கீழையூர், நாகப்பட்டினம். (3) அ.ராபின், கீழஈசனூர், கீழையூர், நாகப்பட்டினம். bbox=[419, 1047, 758, 1088]
branch-heading: செருதூர் கிழக்கு கிளை bbox=[1258, 385, 1393, 400]
officer-entry bbox=[419, 1134, 758, 1177]
officer-entry bbox=[1156, 404, 1495, 433]
ward-separator: : bbox=[1203, 1386, 1207, 1398]
ward-number: பாகம் – 119 bbox=[787, 1018, 824, 1044]
role-label: துணை அமைப்பாளர்கள் : bbox=[51, 717, 181, 728]
ward-separator: : bbox=[98, 912, 102, 924]
